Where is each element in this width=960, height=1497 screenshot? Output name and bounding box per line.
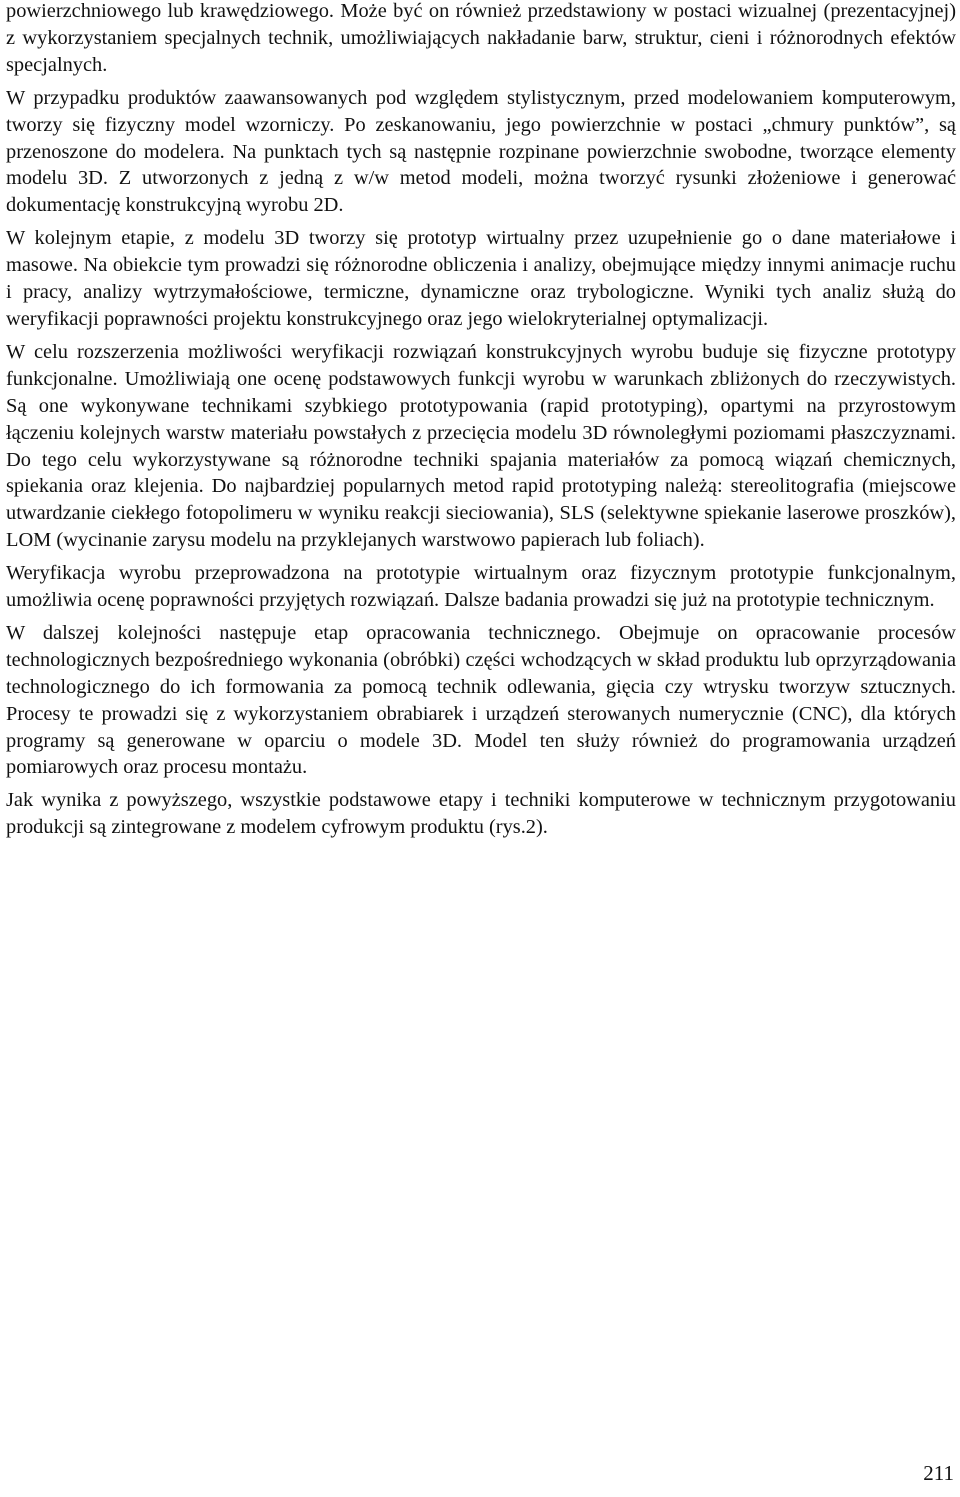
document-body	[6, 0, 956, 847]
paragraph-2: W przypadku produktów zaawansowanych pod względem stylistycznym, przed modelowaniem komputerowym, tworzy się fizyczny model wzorniczy. Po zeskanowaniu, jego powierzchnie w postaci „chmury punktów”, są przenoszone do modelera. Na punktach tych są następnie rozpinane powierzchnie swobodne, tworzące elementy modelu 3D. Z utworzonych z jedną z w/w metod modeli, można tworzyć rysunki złożeniowe i generować dokumentację konstrukcyjną wyrobu 2D.	[6, 86, 956, 217]
paragraph-5: Weryfikacja wyrobu przeprowadzona na prototypie wirtualnym oraz fizycznym prototypie funkcjonalnym, umożliwia ocenę poprawności przyjętych rozwiązań. Dalsze badania prowadzi się już na prototypie technicznym.	[6, 562, 956, 612]
page-number: 211	[923, 1461, 954, 1485]
paragraph-4: W celu rozszerzenia możliwości weryfikacji rozwiązań konstrukcyjnych wyrobu buduje się fizyczne prototypy funkcjonalne. Umożliwiają one ocenę podstawowych funkcji wyrobu w warunkach zbliżonych do rzeczywistych. Są one wykonywane technikami szybkiego prototypowania (rapid prototyping), opartymi na przyrostowym łączeniu kolejnych warstw materiału powstałych z przecięcia modelu 3D równoległymi poziomami płaszczyznami. Do tego celu wykorzystywane są różnorodne techniki spajania materiałów za pomocą wiązań chemicznych, spiekania oraz klejenia. Do najbardziej popularnych metod rapid prototyping należą: stereolitografia (miejscowe utwardzanie ciekłego fotopolimeru w wyniku reakcji sieciowania), SLS (selektywne spiekanie laserowe proszków), LOM (wycinanie zarysu modelu na przyklejanych warstwowo papierach lub foliach).	[6, 340, 956, 552]
paragraph-1: powierzchniowego lub krawędziowego. Może być on również przedstawiony w postaci wizualnej (prezentacyjnej) z wykorzystaniem specjalnych technik, umożliwiających nakładanie barw, struktur, cieni i różnorodnych efektów specjalnych.	[6, 0, 956, 76]
paragraph-3: W kolejnym etapie, z modelu 3D tworzy się prototyp wirtualny przez uzupełnienie go o dane materiałowe i masowe. Na obiekcie tym prowadzi się różnorodne obliczenia i analizy, obejmujące między innymi animacje ruchu i pracy, analizy wytrzymałościowe, termiczne, dynamiczne oraz trybologiczne. Wyniki tych analiz służą do weryfikacji poprawności projektu konstrukcyjnego oraz jego wielokryterialnej optymalizacji.	[6, 227, 956, 330]
paragraph-7: Jak wynika z powyższego, wszystkie podstawowe etapy i techniki komputerowe w technicznym przygotowaniu produkcji są zintegrowane z modelem cyfrowym produktu (rys.2).	[6, 789, 956, 839]
paragraph-6: W dalszej kolejności następuje etap opracowania technicznego. Obejmuje on opracowanie procesów technologicznych bezpośredniego wykonania (obróbki) części wchodzących w skład produktu lub oprzyrządowania technologicznego do ich formowania za pomocą technik odlewania, gięcia czy wtrysku tworzyw sztucznych. Procesy te prowadzi się z wykorzystaniem obrabiarek i urządzeń sterowanych numerycznie (CNC), dla których programy są generowane w oparciu o modele 3D. Model ten służy również do programowania urządzeń pomiarowych oraz procesu montażu.	[6, 621, 956, 779]
